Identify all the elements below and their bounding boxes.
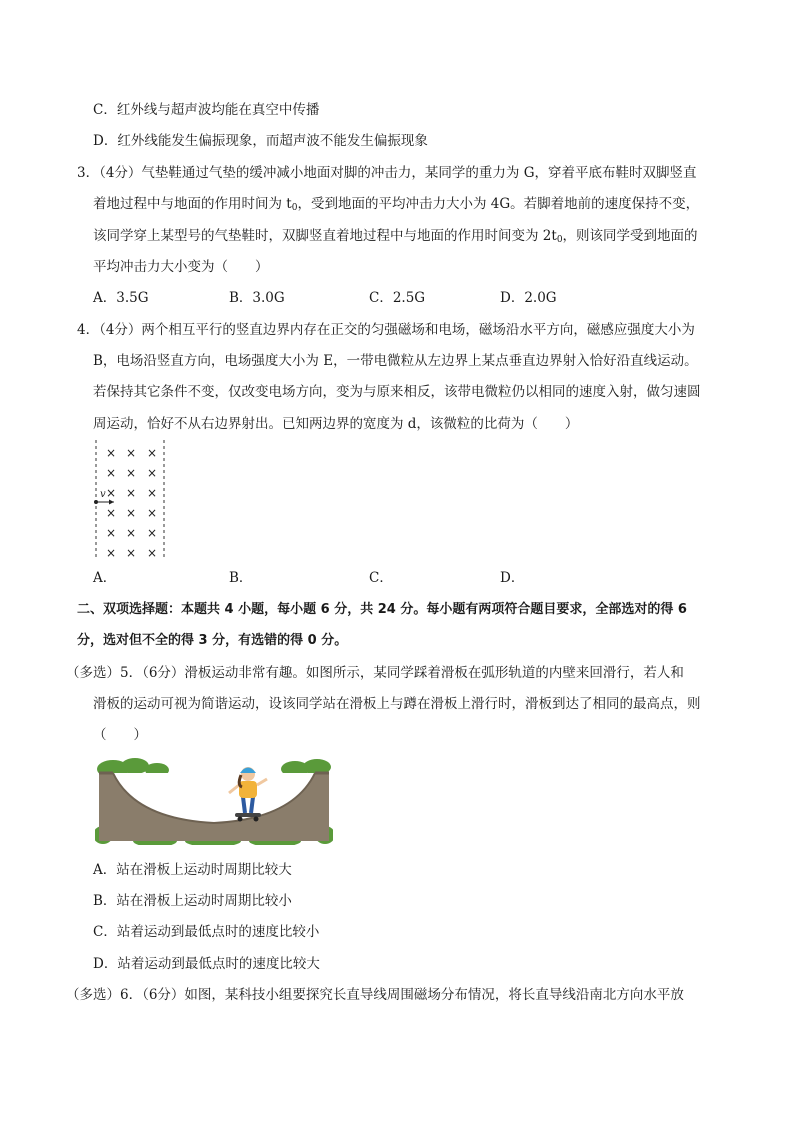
q4-stem-line4: 周运动，恰好不从右边界射出。已知两边界的宽度为 d，该微粒的比荷为（ ） xyxy=(93,416,579,432)
q5-stem-line3: （ ） xyxy=(93,727,147,743)
field-cross: × xyxy=(125,486,137,500)
field-cross: × xyxy=(146,526,158,540)
q3-option-d: D．2.0G xyxy=(500,290,557,306)
field-cross: × xyxy=(146,486,158,500)
q3-option-a: A．3.5G xyxy=(93,290,149,306)
q4-option-c: C． xyxy=(369,570,393,586)
field-cross: × xyxy=(146,546,158,560)
q5-option-a: A．站在滑板上运动时周期比较大 xyxy=(93,862,292,878)
field-cross: × xyxy=(105,506,117,520)
q3-option-c: C．2.5G xyxy=(369,290,426,306)
q5-option-c: C．站着运动到最低点时的速度比较小 xyxy=(93,924,320,940)
field-cross: × xyxy=(146,446,158,460)
field-cross: × xyxy=(105,466,117,480)
q3-stem-line1: 3．（4分）气垫鞋通过气垫的缓冲减小地面对脚的冲击力，某同学的重力为 G，穿着平底布鞋时双脚竖直 xyxy=(77,165,697,181)
field-cross: × xyxy=(146,466,158,480)
field-cross: × xyxy=(105,486,117,500)
field-cross: × xyxy=(125,526,137,540)
field-cross: × xyxy=(105,526,117,540)
q5-stem-line1: （多选）5．（6分）滑板运动非常有趣。如图所示，某同学踩着滑板在弧形轨道的内壁来回滑行，若人和 xyxy=(66,665,684,681)
q5-option-d: D．站着运动到最低点时的速度比较大 xyxy=(93,956,320,972)
q4-stem-line3: 若保持其它条件不变，仅改变电场方向，变为与原来相反，该带电微粒仍以相同的速度入射，做匀速圆 xyxy=(93,384,701,400)
q4-option-d: D． xyxy=(500,570,525,586)
q6-stem-line1: （多选）6．（6分）如图，某科技小组要探究长直导线周围磁场分布情况，将长直导线沿南北方向水平放 xyxy=(66,987,684,1003)
velocity-arrowhead xyxy=(109,500,114,505)
q2-option-c: C．红外线与超声波均能在真空中传播 xyxy=(93,102,320,118)
q3-option-b: B．3.0G xyxy=(229,290,285,306)
field-cross: × xyxy=(146,506,158,520)
q5-stem-line2: 滑板的运动可视为简谐运动，设该同学站在滑板上与蹲在滑板上滑行时，滑板到达了相同的最高点，则 xyxy=(93,696,701,712)
q4-stem-line2: B，电场沿竖直方向，电场强度大小为 E，一带电微粒从左边界上某点垂直边界射入恰好沿直线运动。 xyxy=(93,353,698,369)
field-cross: × xyxy=(125,506,137,520)
q3-stem-line3: 该同学穿上某型号的气垫鞋时，双脚竖直着地过程中与地面的作用时间变为 $2t_0$，则该同学受到地面的 xyxy=(93,228,698,245)
field-cross: × xyxy=(105,546,117,560)
q5-halfpipe-figure xyxy=(95,757,333,845)
q4-stem-line1: 4．（4分）两个相互平行的竖直边界内存在正交的匀强磁场和电场，磁场沿水平方向，磁感应强度大小为 xyxy=(77,322,695,338)
q4-field-diagram xyxy=(88,438,172,560)
section2-heading-line1: 二、双项选择题：本题共 4 小题，每小题 6 分，共 24 分。每小题有两项符合题目要求，全部选对的得 6 xyxy=(77,602,687,617)
field-cross: × xyxy=(125,466,137,480)
q3-stem-line4: 平均冲击力大小变为（ ） xyxy=(93,259,269,275)
field-cross: × xyxy=(125,546,137,560)
field-cross: × xyxy=(105,446,117,460)
field-cross: × xyxy=(125,446,137,460)
section2-heading-line2: 分，选对但不全的得 3 分，有选错的得 0 分。 xyxy=(77,633,348,648)
velocity-label: v xyxy=(100,489,106,500)
q4-option-a: A． xyxy=(93,570,117,586)
q3-stem-line2: 着地过程中与地面的作用时间为 $t_0$，受到地面的平均冲击力大小为 4G。若脚着地前的速度保持不变， xyxy=(93,196,700,213)
q4-option-b: B． xyxy=(229,570,253,586)
q2-option-d: D．红外线能发生偏振现象，而超声波不能发生偏振现象 xyxy=(93,133,428,149)
q5-option-b: B．站在滑板上运动时周期比较小 xyxy=(93,893,292,909)
